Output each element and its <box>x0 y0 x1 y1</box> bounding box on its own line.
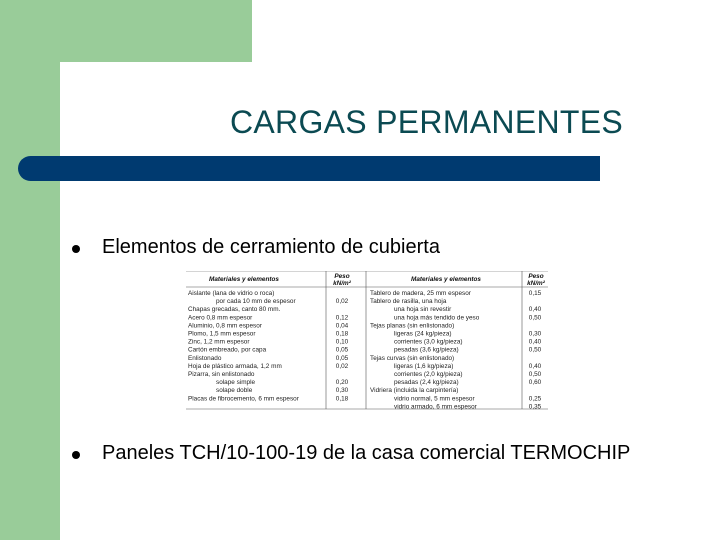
table-header-materials-right: Materiales y elementos <box>411 276 481 283</box>
right-row-value-9: 0,40 <box>528 362 542 370</box>
left-row-value-7: 0,05 <box>335 346 349 354</box>
left-row-value-3: 0,12 <box>335 314 349 322</box>
right-row-label-0: Tablero de madera, 25 mm espesor <box>370 290 471 297</box>
left-row-label-5: Plomo, 1,5 mm espesor <box>188 330 256 338</box>
content-corner <box>60 62 120 122</box>
loads-table <box>186 271 548 410</box>
left-row-value-5: 0,18 <box>335 330 349 338</box>
right-row-label-11: pesadas (2,4 kg/pieza) <box>394 379 459 387</box>
table-header-weight-left-2: kN/m² <box>333 280 351 287</box>
left-row-label-1: por cada 10 mm de espesor <box>216 298 296 306</box>
left-row-label-10: Pizarra, sin enlistonado <box>188 371 255 378</box>
left-row-label-12: solape doble <box>216 387 253 395</box>
right-row-label-10: corrientes (2,0 kg/pieza) <box>394 371 463 378</box>
slide-title: CARGAS PERMANENTES <box>230 104 624 140</box>
bullet-text-1: Elementos de cerramiento de cubierta <box>102 236 440 258</box>
left-row-label-0: Aislante (lana de vidrio o roca) <box>188 290 275 297</box>
table-left-rows <box>188 290 349 402</box>
left-row-value-13: 0,18 <box>335 395 349 403</box>
right-row-value-14: 0,35 <box>528 403 542 410</box>
right-row-value-7: 0,50 <box>528 346 542 354</box>
left-row-value-9: 0,02 <box>335 362 349 370</box>
left-row-label-6: Zinc, 1,2 mm espesor <box>188 338 250 346</box>
right-row-value-10: 0,50 <box>528 371 542 378</box>
right-row-label-6: corrientes (3,0 kg/pieza) <box>394 338 463 346</box>
table-right-rows <box>370 290 542 410</box>
title-underline-bar <box>18 156 600 181</box>
right-row-label-5: ligeras (24 kg/pieza) <box>394 330 452 338</box>
table-header-weight-right-2: kN/m² <box>527 280 545 287</box>
right-row-label-2: una hoja sin revestir <box>394 306 452 314</box>
right-row-label-13: vidrio normal, 5 mm espesor <box>394 395 475 403</box>
left-row-value-4: 0,04 <box>335 322 349 330</box>
right-row-value-2: 0,40 <box>528 306 542 314</box>
left-row-value-12: 0,30 <box>335 387 349 395</box>
table-header-weight-left-1: Peso <box>334 273 350 280</box>
right-row-label-1: Tablero de rasilla, una hoja <box>370 298 447 306</box>
right-row-value-13: 0,25 <box>528 395 542 403</box>
left-row-label-3: Acero 0,8 mm espesor <box>188 314 253 322</box>
bullet-dot-2 <box>72 451 80 459</box>
right-row-value-3: 0,50 <box>528 314 542 322</box>
left-row-label-7: Cartón embreado, por capa <box>188 346 267 354</box>
left-row-value-8: 0,05 <box>335 354 349 362</box>
left-row-label-9: Hoja de plástico armada, 1,2 mm <box>188 362 282 370</box>
right-row-label-7: pesadas (3,6 kg/pieza) <box>394 346 459 354</box>
right-row-label-12: Vidriera (incluida la carpintería) <box>370 387 459 395</box>
table-header-weight-right-1: Peso <box>528 273 544 280</box>
right-row-value-6: 0,40 <box>528 338 542 346</box>
right-row-value-0: 0,15 <box>528 290 542 297</box>
left-row-value-11: 0,20 <box>335 379 349 387</box>
left-row-label-4: Aluminio, 0,8 mm espesor <box>188 322 262 330</box>
left-row-value-6: 0,10 <box>335 338 349 346</box>
bullet-dot-1 <box>72 245 80 253</box>
right-row-label-4: Tejas planas (sin enlistonado) <box>370 322 455 330</box>
bullet-text-2: Paneles TCH/10-100-19 de la casa comercial TERMOCHIP <box>102 442 631 464</box>
right-row-label-3: una hoja más tendido de yeso <box>394 314 480 322</box>
left-row-value-1: 0,02 <box>335 298 349 306</box>
left-row-label-13: Placas de fibrocemento, 6 mm espesor <box>188 395 299 403</box>
left-green-band <box>0 0 60 540</box>
left-row-label-2: Chapas grecadas, canto 80 mm. <box>188 306 281 314</box>
left-row-label-8: Enlistonado <box>188 354 222 362</box>
right-row-label-8: Tejas curvas (sin enlistonado) <box>370 354 455 362</box>
left-row-label-11: solape simple <box>216 379 256 387</box>
table-header-materials-left: Materiales y elementos <box>209 276 279 283</box>
right-row-label-9: ligeras (1,6 kg/pieza) <box>394 362 454 370</box>
top-green-band <box>0 0 252 62</box>
right-row-value-5: 0,30 <box>528 330 542 338</box>
right-row-label-14: vidrio armado, 6 mm espesor <box>394 403 477 410</box>
right-row-value-11: 0,60 <box>528 379 542 387</box>
